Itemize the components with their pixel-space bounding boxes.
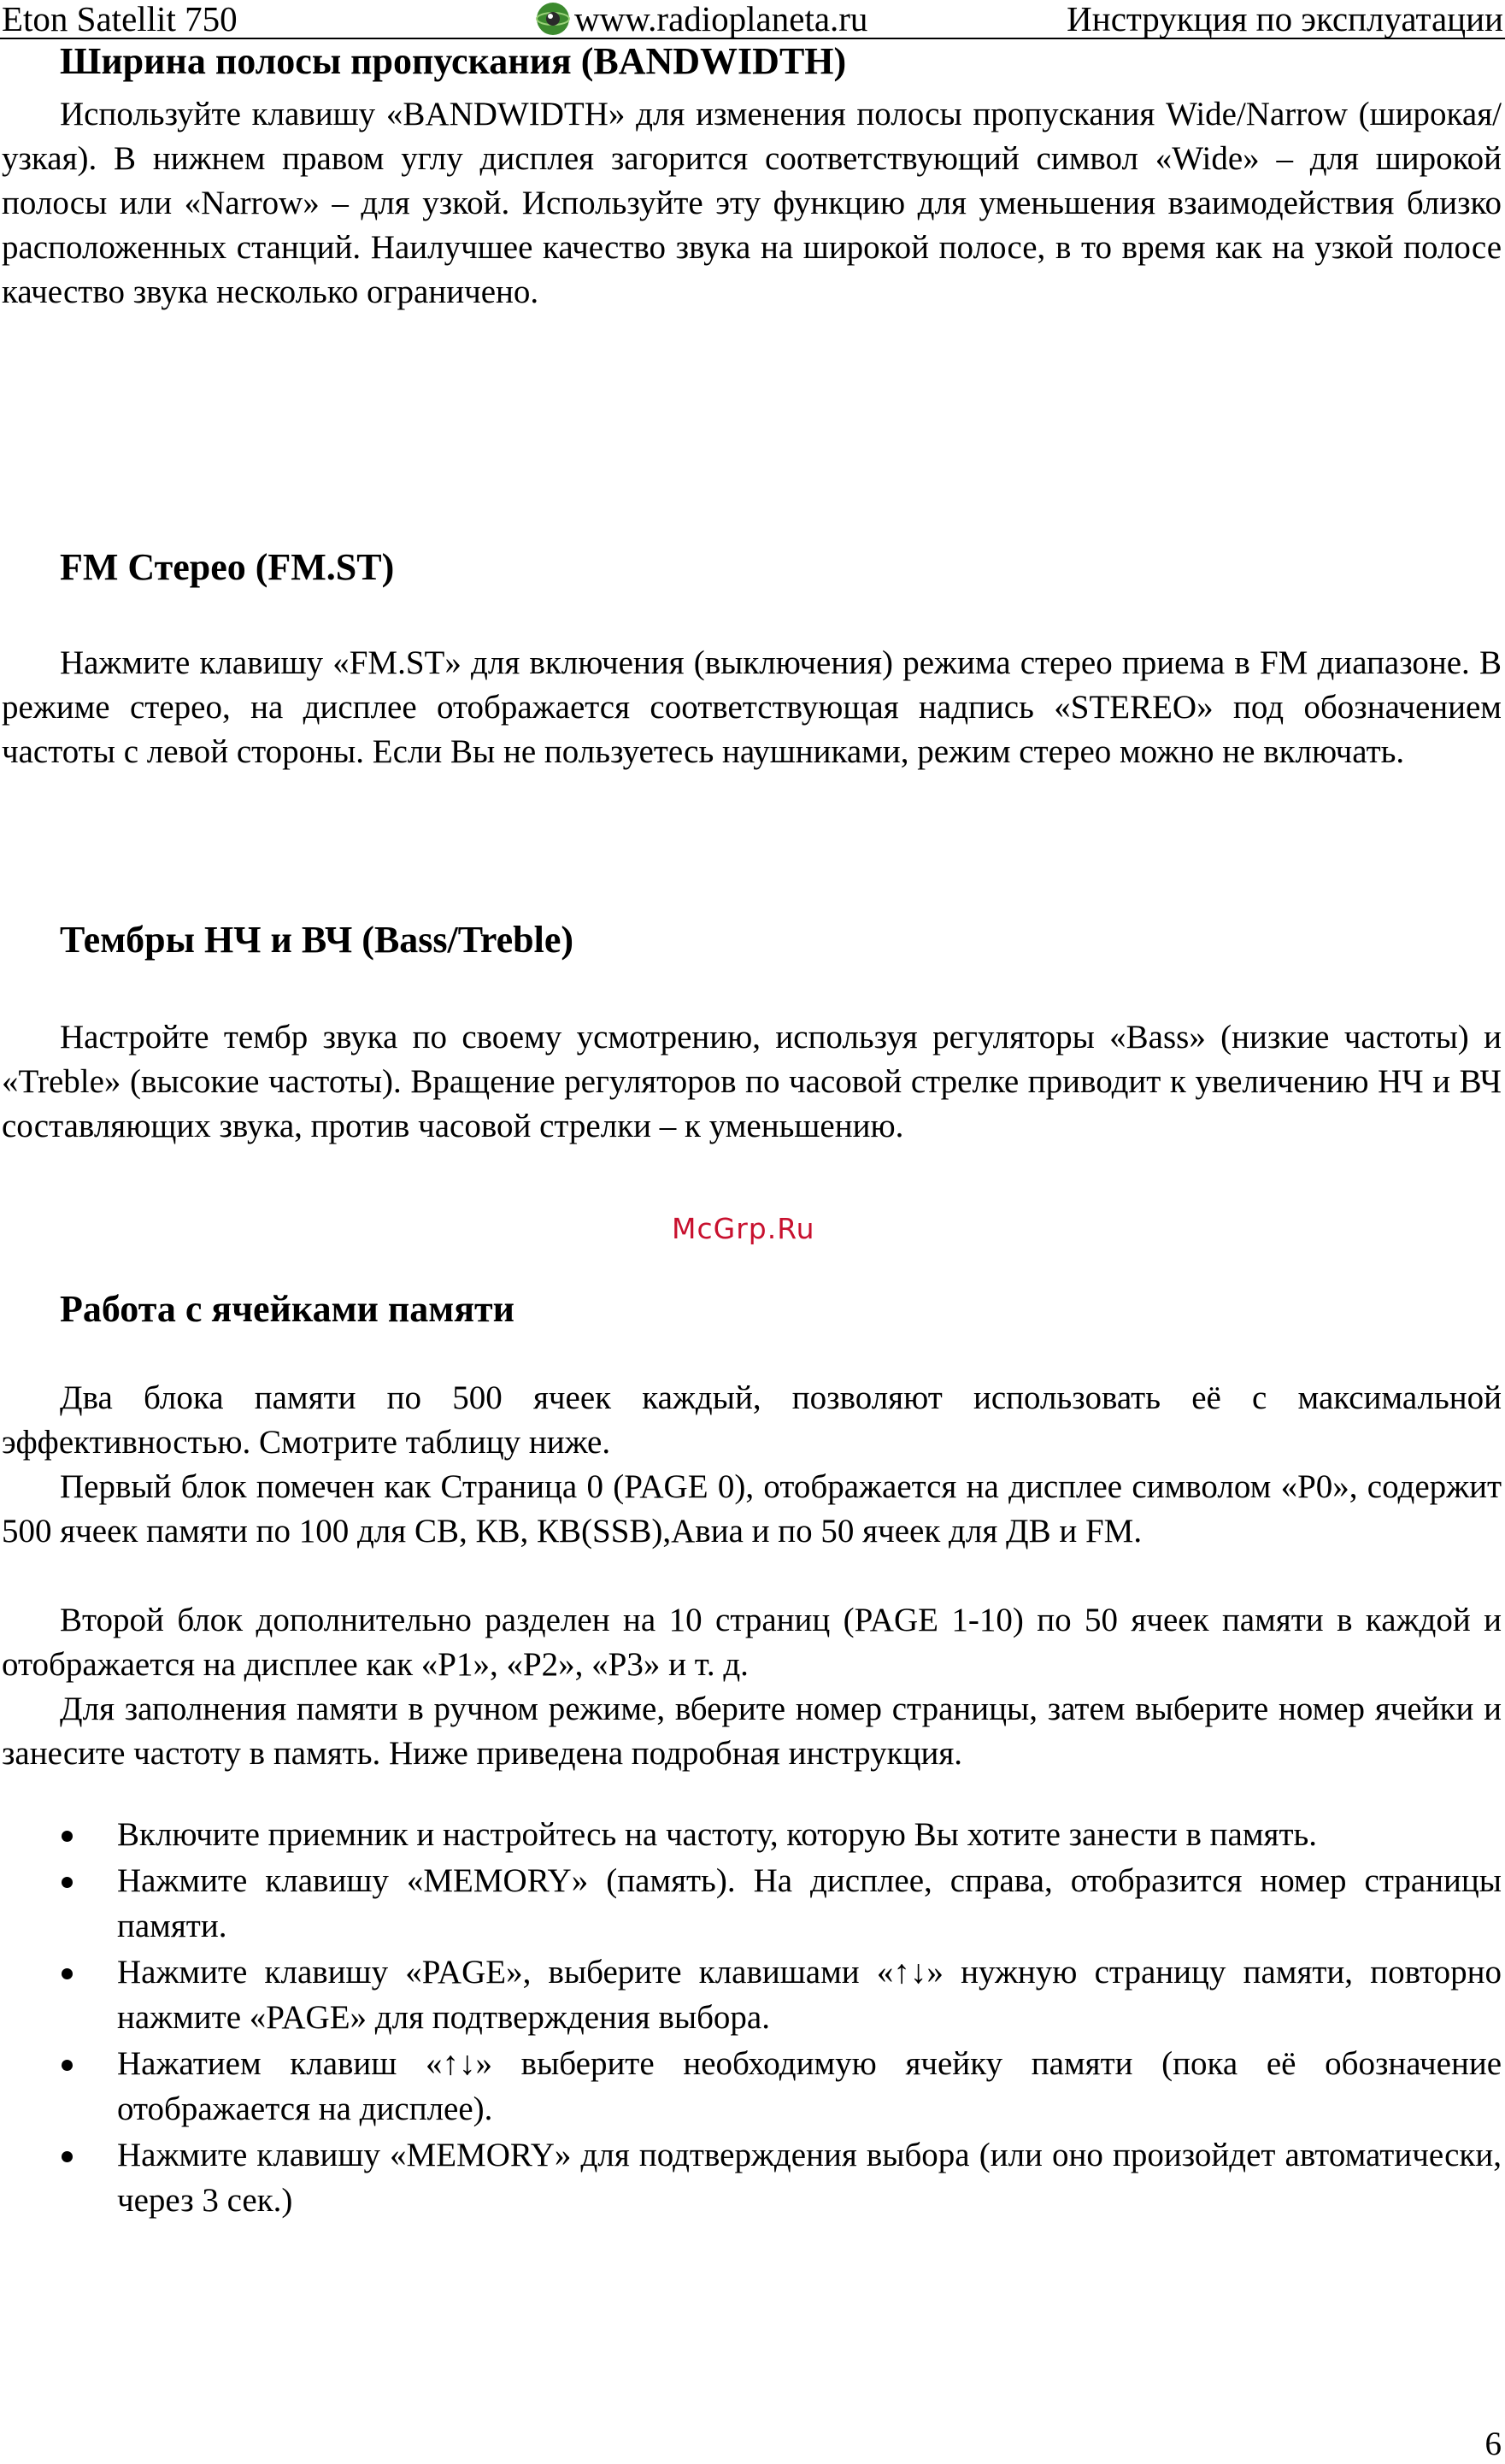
memory-paragraph: Второй блок дополнительно разделен на 10 страниц (PAGE 1-10) по 50 ячеек памяти в каждой и отображается на дисплее как «P1», «P2», «P3» и т. д. bbox=[2, 1602, 1502, 1683]
bullet-icon bbox=[62, 2060, 73, 2071]
section-text-fm-stereo: Нажмите клавишу «FM.ST» для включения (выключения) режима стерео приема в FM диапазоне. В режиме стерео, на дисплее отображается соответствующая надпись «STEREO» под обозначением частоты с левой стороны. Если Вы не пользуетесь наушниками, режим стерео можно не включать. bbox=[2, 644, 1502, 770]
list-item bbox=[0, 1858, 1502, 1949]
bullet-icon bbox=[62, 1831, 73, 1842]
memory-steps-list bbox=[0, 1812, 1502, 2224]
section-text-tone: Настройте тембр звука по своему усмотрению, используя регуляторы «Bass» (низкие частоты) и «Treble» (высокие частоты). Вращение регуляторов по часовой стрелке приводит к увеличению НЧ и ВЧ составляющих звука, против часовой стрелки – к уменьшению. bbox=[2, 1019, 1502, 1144]
section-title-fm-stereo: FM Стерео (FM.ST) bbox=[60, 546, 395, 588]
header-product-name: Eton Satellit 750 bbox=[2, 0, 238, 38]
memory-paragraph: Два блока памяти по 500 ячеек каждый, позволяют использовать её с максимальной эффективностью. Смотрите таблицу ниже. bbox=[2, 1379, 1502, 1461]
header-website[interactable] bbox=[535, 0, 867, 38]
section-title-bandwidth: Ширина полосы пропускания (BANDWIDTH) bbox=[60, 40, 847, 82]
list-item bbox=[0, 1812, 1502, 1858]
page-header bbox=[0, 0, 1505, 39]
planet-eye-icon bbox=[535, 1, 571, 37]
list-item-text: Нажатием клавиш «↑↓» выберите необходимую ячейку памяти (пока её обозначение отображается на дисплее). bbox=[117, 2044, 1502, 2127]
section-title-tone: Тембры НЧ и ВЧ (Bass/Treble) bbox=[60, 919, 574, 961]
watermark: McGrp.Ru bbox=[672, 1212, 815, 1245]
memory-paragraph: Первый блок помечен как Страница 0 (PAGE 0), отображается на дисплее символом «P0», содержит 500 ячеек памяти по 100 для СВ, КВ, КВ(SSB),Авиа и по 50 ячеек для ДВ и FM. bbox=[2, 1468, 1502, 1550]
bullet-icon bbox=[62, 1968, 73, 1979]
memory-paragraph: Для заполнения памяти в ручном режиме, вберите номер страницы, затем выберите номер ячейки и занесите частоту в память. Ниже приведена подробная инструкция. bbox=[2, 1691, 1502, 1772]
list-item bbox=[0, 1949, 1502, 2041]
list-item-text: Нажмите клавишу «MEMORY» для подтверждения выбора (или оно произойдет автоматически, через 3 сек.) bbox=[117, 2136, 1502, 2219]
section-title-memory: Работа с ячейками памяти bbox=[60, 1288, 514, 1330]
page-number: 6 bbox=[1484, 2426, 1502, 2462]
list-item bbox=[0, 2132, 1502, 2224]
bullet-icon bbox=[62, 1877, 73, 1888]
list-item-text: Включите приемник и настройтесь на частоту, которую Вы хотите занести в память. bbox=[117, 1816, 1318, 1853]
bullet-icon bbox=[62, 2151, 73, 2162]
section-text-bandwidth: Используйте клавишу «BANDWIDTH» для изменения полосы пропускания Wide/Narrow (широкая/узкая). В нижнем правом углу дисплея загорится соответствующий символ «Wide» – для широкой полосы или «Narrow» – для узкой. Используйте эту функцию для уменьшения взаимодействия близко расположенных станций. Наилучшее качество звука на широкой полосе, в то время как на узкой полосе качество звука несколько ограничено. bbox=[2, 96, 1502, 310]
header-website-text[interactable]: www.radioplaneta.ru bbox=[574, 0, 868, 38]
list-item bbox=[0, 2041, 1502, 2132]
list-item-text: Нажмите клавишу «MEMORY» (память). На дисплее, справа, отобразится номер страницы памяти. bbox=[117, 1861, 1502, 1944]
header-document-title: Инструкция по эксплуатации bbox=[1067, 0, 1503, 38]
list-item-text: Нажмите клавишу «PAGE», выберите клавишами «↑↓» нужную страницу памяти, повторно нажмите «PAGE» для подтверждения выбора. bbox=[117, 1953, 1502, 2036]
